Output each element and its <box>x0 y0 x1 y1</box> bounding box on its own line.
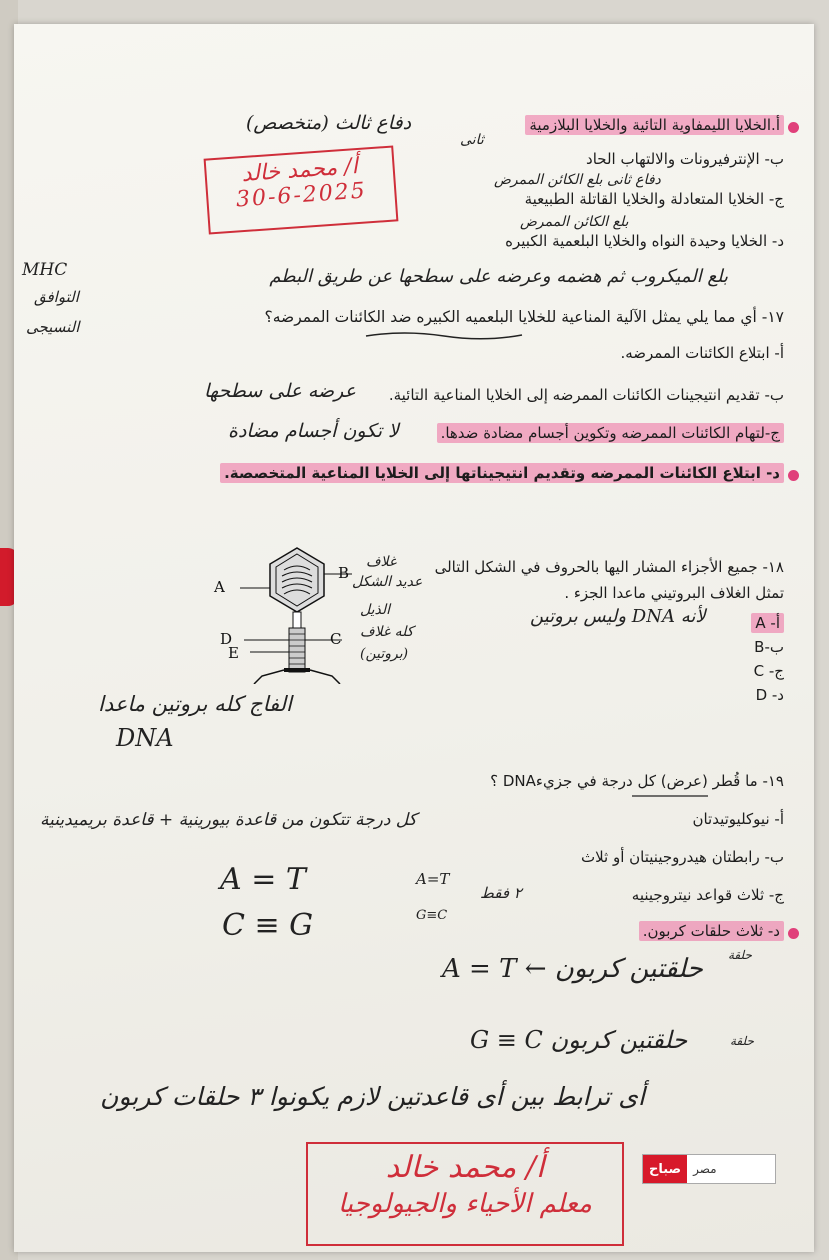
q16-b-note: ثانى <box>460 132 484 148</box>
watermark-brand: صباح <box>643 1155 687 1183</box>
q16-option-c: ج- الخلايا المتعادلة والخلايا القاتلة الطبيعية <box>524 190 784 208</box>
q16-title-note: دفاع ثالث (متخصص) <box>246 112 412 134</box>
q19-handwritten-note: كل درجة تتكون من قاعدة بيورينية + قاعدة بريميدينية <box>40 810 417 830</box>
q16-d-note: بلع الكائن الممرض <box>520 214 629 230</box>
margin-note-nasiji: النسيجى <box>26 318 80 336</box>
q17-option-b: ب- تقديم انتيجينات الكائنات الممرضه إلى الخلايا المناعية التائية. <box>388 386 784 404</box>
phage-base-plate <box>284 668 310 672</box>
q19-option-a: أ- نيوكليوتيدتان <box>692 810 784 828</box>
q17-question: ١٧- أي مما يلي يمثل الآلية المناعية للخلايا البلعميه الكبيره ضد الكائنات الممرضه؟ <box>264 308 784 326</box>
pair-at-small: A=T <box>416 870 450 888</box>
q17-b-note: عرضه على سطحها <box>204 380 356 402</box>
diagram-label-d: D <box>220 630 233 648</box>
phage-head <box>270 548 324 612</box>
q19-option-d <box>639 922 784 940</box>
pair-gc-small: G≡C <box>416 908 448 923</box>
teacher-stamp-top <box>204 145 399 234</box>
q19-question: ١٩- ما قُطر (عرض) كل درجة في جزيءDNA ؟ <box>490 772 784 790</box>
q17-option-c <box>437 424 784 442</box>
q18-option-c: ج- C <box>753 662 784 680</box>
stamp-name: أ/ محمد خالد <box>385 1150 545 1185</box>
q16-c-note: دفاع ثانى بلع الكائن الممرض <box>494 172 661 188</box>
q17-handwritten-note: بلع الميكروب ثم هضمه وعرضه على سطحها عن طريق البطم <box>269 266 728 287</box>
q18-option-a <box>751 614 784 632</box>
pink-bullet <box>788 928 799 939</box>
ring-note-gc: حلقتين كربون G ≡ C <box>470 1026 688 1054</box>
q17-option-d <box>220 464 784 482</box>
teacher-stamp-bottom <box>306 1142 624 1246</box>
q18-bottom-dna: DNA <box>116 724 174 752</box>
ring-note-at: حلقتين كربون ← A = T <box>442 954 703 984</box>
q17-option-a: أ- ابتلاع الكائنات الممرضه. <box>620 344 784 362</box>
q18-option-b: ب-B <box>754 638 784 656</box>
diagram-label-a: A <box>214 578 225 596</box>
q16-option-a <box>525 116 784 134</box>
highlight: ج-لتهام الكائنات الممرضه وتكوين أجسام مضادة ضدها. <box>437 423 784 443</box>
stamp-title: معلم الأحياء والجيولوجيا <box>338 1189 592 1219</box>
highlight: أ- A <box>751 613 784 633</box>
phage-collar <box>293 612 301 628</box>
phage-tail-sheath <box>289 628 305 672</box>
site-watermark <box>642 1154 776 1184</box>
q16-option-b: ب- الإنترفيرونات والالتهاب الحاد <box>586 150 784 168</box>
q19-underline <box>630 792 710 800</box>
diagram-note-4: كله غلاف <box>360 624 414 640</box>
stamp-date: 30-6-2025 <box>235 178 368 213</box>
q18-question-line2: تمثل الغلاف البروتيني ماعدا الجزء . <box>564 584 784 602</box>
pink-bullet <box>788 122 799 133</box>
q18-question-line1: ١٨- جميع الأجزاء المشار اليها بالحروف في الشكل التالى <box>434 558 784 576</box>
diagram-label-e: E <box>228 644 239 662</box>
pair-gc: C ≡ G <box>222 908 314 943</box>
q17-underline <box>364 330 524 342</box>
q19-c-note: ٢ فقط <box>480 884 522 902</box>
conclusion-note: أى ترابط بين أى قاعدتين لازم يكونوا ٣ حلقات كربون <box>100 1082 645 1111</box>
diagram-note-1: غلاف <box>366 554 397 570</box>
diagram-label-c: C <box>330 630 342 648</box>
diagram-label-b: B <box>338 564 350 582</box>
q18-a-note: لأنه DNA وليس بروتين <box>530 606 706 627</box>
watermark-suffix: مصر <box>693 1162 717 1176</box>
highlight: د- ابتلاع الكائنات الممرضه وتقديم انتيجيناتها إلى الخلايا المناعية المتخصصة. <box>220 463 784 483</box>
pink-bullet <box>788 470 799 481</box>
stamp-name: أ/ محمد خالد <box>240 154 359 188</box>
margin-note-tawafuq: التوافق <box>34 288 79 306</box>
ring-label-at: حلقة <box>728 948 752 962</box>
diagram-note-3: الذيل <box>360 602 391 618</box>
q17-c-note: لا تكون أجسام مضادة <box>228 420 399 442</box>
margin-note-mhc: MHC <box>22 260 68 280</box>
diagram-note-2: عديد الشكل <box>352 574 423 590</box>
q18-option-d: د- D <box>755 686 784 704</box>
pair-at: A = T <box>220 862 306 897</box>
ring-label-gc: حلقة <box>730 1034 754 1048</box>
highlight: د- ثلاث حلقات كربون. <box>639 921 784 941</box>
diagram-note-5: (بروتين) <box>360 646 409 662</box>
q18-bottom-note: الفاج كله بروتين ماعدا <box>98 692 292 716</box>
q19-option-c: ج- ثلاث قواعد نيتروجينيه <box>631 886 784 904</box>
q19-option-b: ب- رابطتان هيدروجينيتان أو ثلاث <box>580 848 784 866</box>
highlight: أ.الخلايا الليمفاوية التائية والخلايا البلازمية <box>525 115 784 135</box>
q16-option-d: د- الخلايا وحيدة النواه والخلايا البلعمية الكبيره <box>505 232 784 250</box>
worksheet-page <box>14 24 814 1252</box>
